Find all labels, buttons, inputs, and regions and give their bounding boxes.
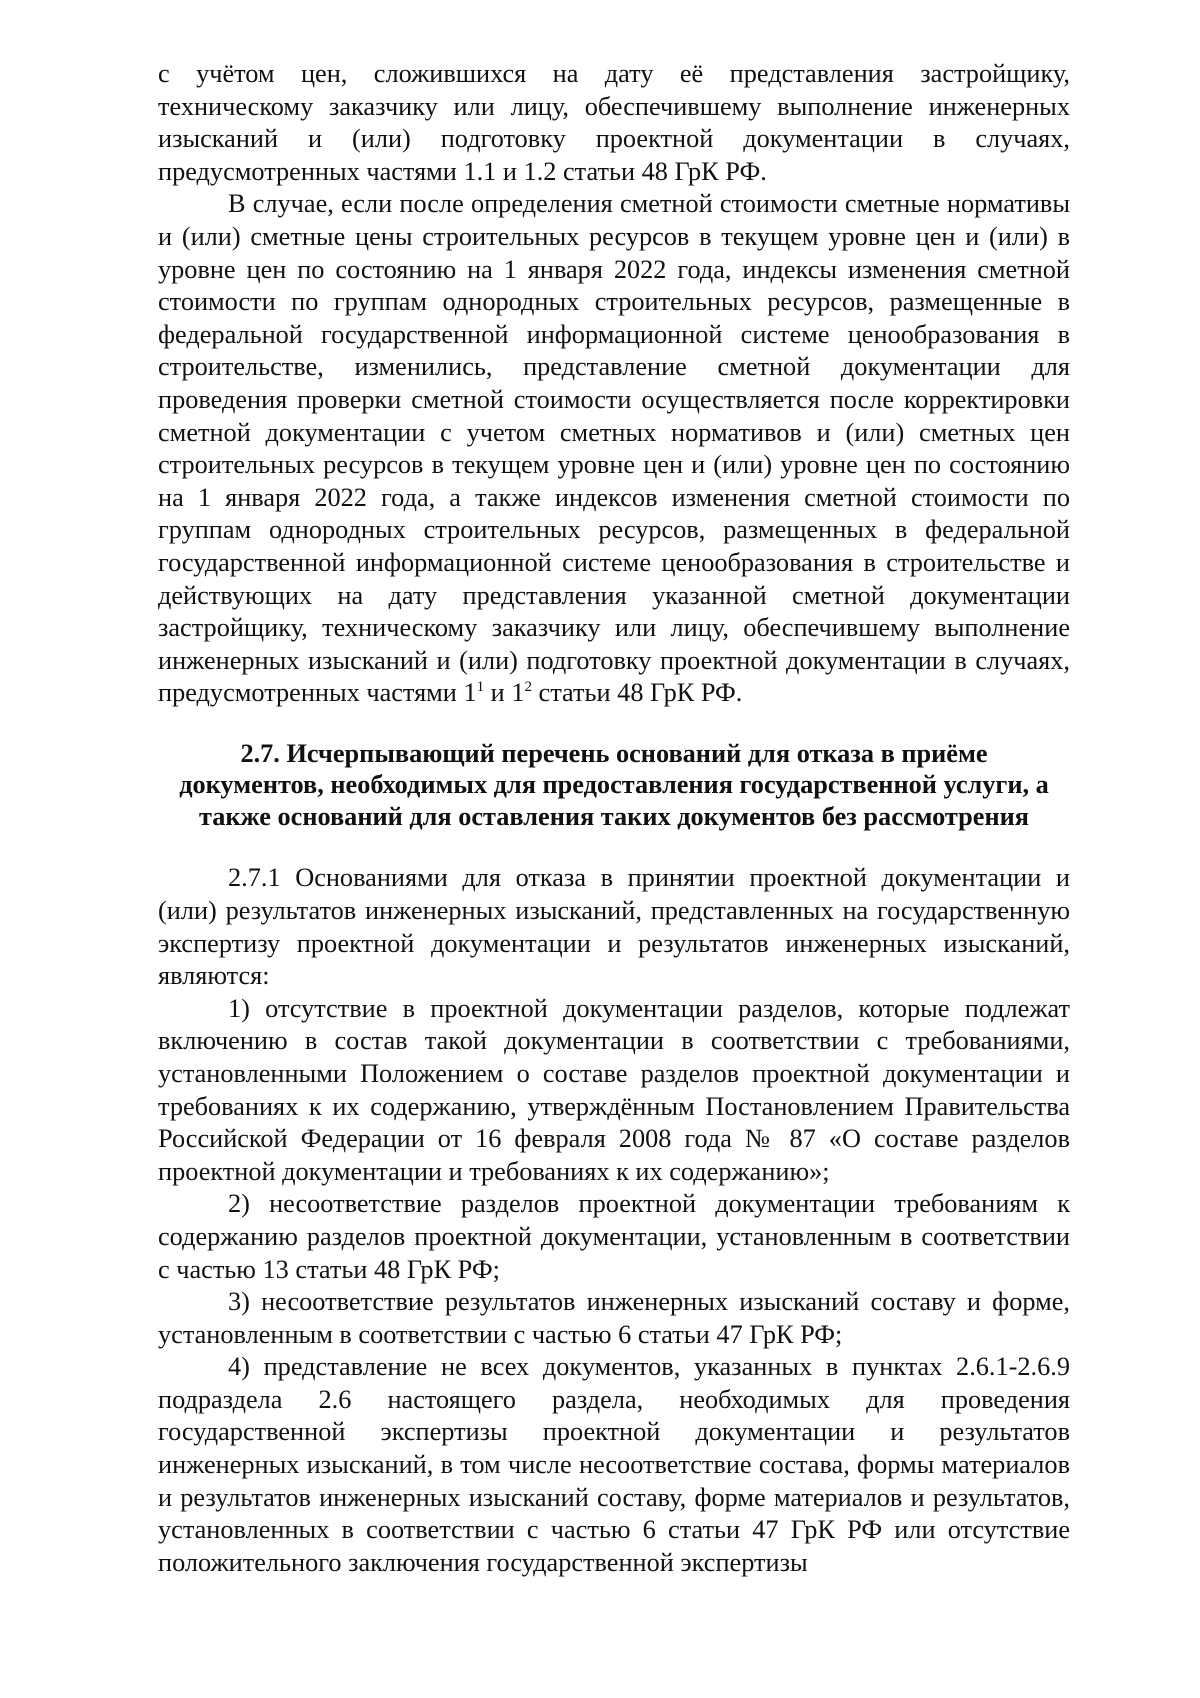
heading-line-2: документов, необходимых для предоставления государственной услуги, а	[179, 770, 1049, 800]
list-item-4: 4) представление не всех документов, указанных в пунктах 2.6.1-2.6.9 подраздела 2.6 настоящего раздела, необходимых для проведения государственной экспертизы проектной документации и результатов инженерных изысканий, в том числе несоответствие состава, формы материалов и результатов инженерных изысканий составу, форме материалов и результатов, установленных в соответствии с частью 6 статьи 47 ГрК РФ или отсутствие положительного заключения государственной экспертизы	[158, 1352, 1070, 1577]
paragraph-2-7-1: 2.7.1 Основаниями для отказа в принятии проектной документации и (или) результатов инженерных изысканий, представленных на государственную экспертизу проектной документации и результатов инженерных изысканий, являются:	[158, 863, 1070, 991]
heading-line-1: 2.7. Исчерпывающий перечень оснований для отказа в приёме	[240, 738, 988, 768]
heading-line-3: также оснований для оставления таких документов без рассмотрения	[199, 801, 1029, 831]
list-item-1: 1) отсутствие в проектной документации разделов, которые подлежат включению в состав такой документации в соответствии с требованиями, установленными Положением о составе разделов проектной документации и требованиях к их содержанию, утверждённым Постановлением Правительства Российской Федерации от 16 февраля 2008 года № 87 «О составе разделов проектной документации и требованиях к их содержанию»;	[158, 993, 1070, 1186]
superscript-1: 1	[476, 679, 485, 696]
paragraph-continuation: с учётом цен, сложившихся на дату её представления застройщику, техническому заказчику или лицу, обеспечившему выполнение инженерных изысканий и (или) подготовку проектной документации в случаях, предусмотренных частями 1.1 и 1.2 статьи 48 ГрК РФ.	[158, 59, 1070, 186]
paragraph-estimate-correction	[158, 188, 1070, 710]
conjunction-text: и 1	[484, 678, 525, 708]
section-heading	[158, 738, 1070, 833]
paragraph-tail: статьи 48 ГрК РФ.	[531, 678, 743, 708]
paragraph-estimate-text: В случае, если после определения сметной стоимости сметные нормативы и (или) сметные цены строительных ресурсов в текущем уровне цен и (или) в уровне цен по состоянию на 1 января 2022 года, индексы изменения сметной стоимости по группам однородных строительных ресурсов, размещенные в федеральной государственной информационной системе ценообразования в строительстве, изменились, представление сметной документации для проведения проверки сметной стоимости осуществляется после корректировки сметной документации с учетом сметных нормативов и (или) сметных цен строительных ресурсов в текущем уровне цен и (или) уровне цен по состоянию на 1 января 2022 года, а также индексов изменения сметной стоимости по группам однородных строительных ресурсов, размещенных в федеральной государственной информационной системе ценообразования в строительстве и действующих на дату представления указанной сметной документации застройщику, техническому заказчику или лицу, обеспечившему выполнение инженерных изысканий и (или) подготовку проектной документации в случаях, предусмотренных частями 1	[158, 189, 1070, 708]
list-item-3: 3) несоответствие результатов инженерных изысканий составу и форме, установленным в соответствии с частью 6 статьи 47 ГрК РФ;	[158, 1287, 1070, 1349]
list-item-2: 2) несоответствие разделов проектной документации требованиям к содержанию разделов проектной документации, установленным в соответствии с частью 13 статьи 48 ГрК РФ;	[158, 1189, 1070, 1284]
superscript-2: 2	[524, 679, 532, 696]
